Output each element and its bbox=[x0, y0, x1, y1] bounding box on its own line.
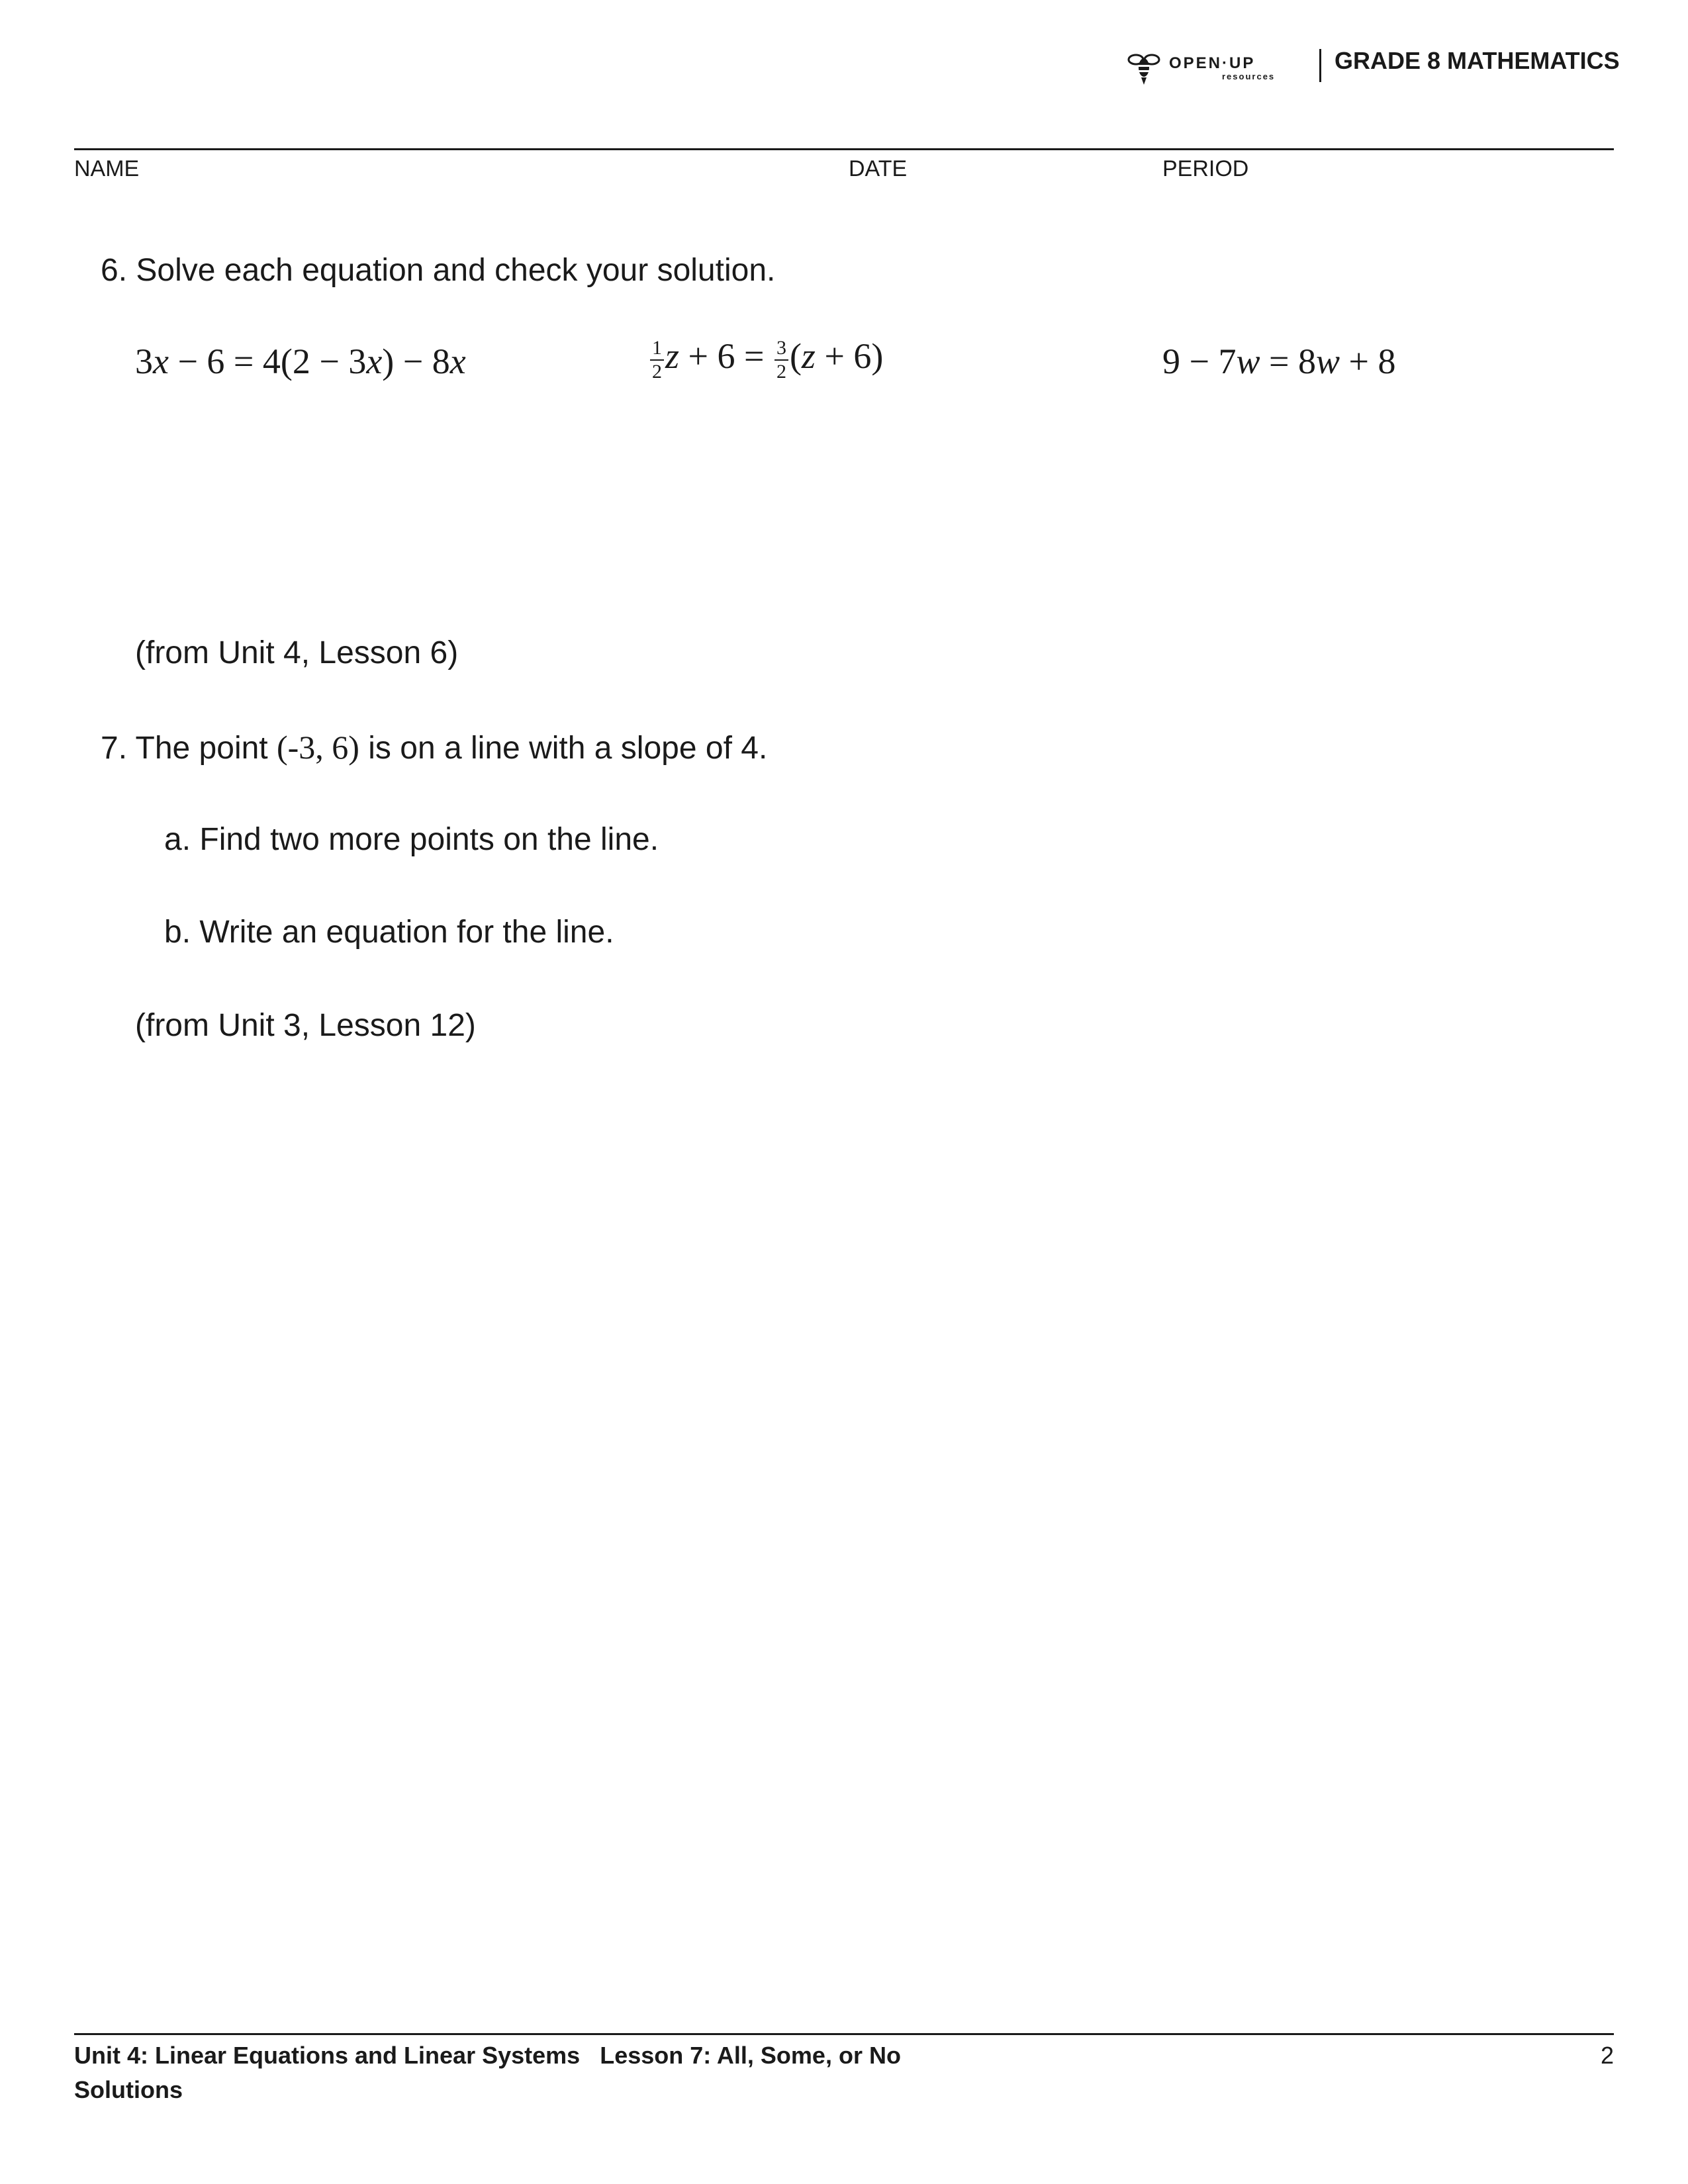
header-divider bbox=[1319, 49, 1321, 82]
footer-unit: Unit 4: Linear Equations and Linear Systems bbox=[74, 2042, 581, 2069]
name-line bbox=[74, 148, 1614, 150]
name-label: NAME bbox=[74, 156, 140, 181]
open-up-logo bbox=[1124, 48, 1303, 87]
equation-3: 9 − 7w = 8w + 8 bbox=[1162, 341, 1396, 381]
fraction-three-halves: $\frac{3}{2}$ bbox=[774, 338, 788, 382]
page-number: 2 bbox=[1600, 2042, 1614, 2069]
date-label: DATE bbox=[849, 156, 908, 181]
point-coordinates: (-3, 6) bbox=[276, 729, 359, 766]
problem-6-prompt bbox=[101, 251, 775, 290]
bee-icon bbox=[1124, 48, 1164, 87]
problem-number: 6. bbox=[101, 253, 128, 288]
problem-7-prompt: 7. The point (-3, 6) is on a line with a slope of 4. bbox=[101, 729, 768, 766]
logo-subtitle: resources bbox=[1222, 71, 1276, 81]
subject-title: GRADE 8 MATHEMATICS bbox=[1335, 47, 1620, 74]
fraction-one-half: $\frac{1}{2}$ bbox=[650, 338, 664, 382]
problem-7-source: (from Unit 3, Lesson 12) bbox=[135, 1008, 476, 1043]
logo-wordmark: OPEN·UP bbox=[1169, 54, 1256, 72]
period-label: PERIOD bbox=[1162, 156, 1249, 181]
footer-lesson-info bbox=[74, 2038, 935, 2107]
footer-rule bbox=[74, 2033, 1614, 2035]
equation-2: $\frac{1}{2}$ z + 6 = $\frac{3}{2}$ (z + 6) bbox=[649, 336, 883, 382]
problem-number: 7. bbox=[101, 731, 128, 766]
problem-7-part-a: a. Find two more points on the line. bbox=[164, 822, 659, 857]
equation-1: 3x − 6 = 4(2 − 3x) − 8x bbox=[135, 341, 466, 381]
footer-lesson: Lesson 7: All, Some, or No Solutions bbox=[74, 2042, 901, 2103]
problem-6-source: (from Unit 4, Lesson 6) bbox=[135, 635, 459, 670]
problem-7-part-b: b. Write an equation for the line. bbox=[164, 915, 614, 950]
problem-text: Solve each equation and check your solution. bbox=[136, 253, 776, 288]
